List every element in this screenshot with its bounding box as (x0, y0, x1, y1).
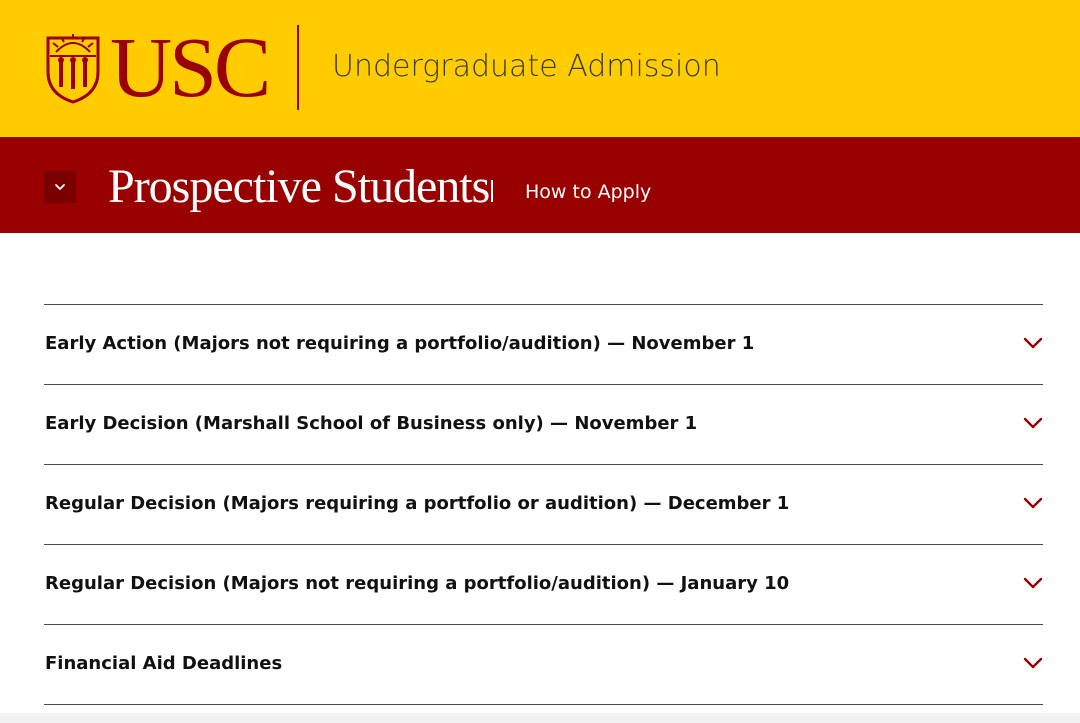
site-title[interactable]: Undergraduate Admission (332, 49, 721, 84)
accordion-item[interactable] (44, 385, 1043, 465)
header-divider (297, 25, 299, 110)
chevron-down-icon[interactable] (1023, 656, 1043, 670)
accordion-item-label: Regular Decision (Majors requiring a portfolio or audition) — December 1 (45, 493, 790, 514)
site-header (0, 0, 1080, 137)
accordion-item[interactable] (44, 625, 1043, 705)
chevron-down-icon[interactable] (1023, 496, 1043, 510)
usc-seal-icon (44, 30, 102, 104)
section-nav (0, 137, 1080, 233)
accordion-item[interactable] (44, 465, 1043, 545)
page-bottom-edge (0, 713, 1080, 723)
how-to-apply-link[interactable]: How to Apply (525, 181, 652, 203)
chevron-down-icon[interactable] (1023, 336, 1043, 350)
deadlines-accordion (44, 304, 1043, 705)
accordion-item[interactable] (44, 305, 1043, 385)
accordion-item-label: Early Action (Majors not requiring a portfolio/audition) — November 1 (45, 333, 755, 354)
nav-separator (491, 180, 493, 202)
accordion-item-label: Early Decision (Marshall School of Business only) — November 1 (45, 413, 698, 434)
usc-wordmark[interactable]: USC (110, 19, 269, 115)
accordion-item-label: Financial Aid Deadlines (45, 653, 283, 674)
menu-toggle-button[interactable] (44, 171, 76, 203)
accordion-item[interactable] (44, 545, 1043, 625)
chevron-down-icon (44, 171, 76, 203)
section-title-link[interactable]: Prospective Students (108, 160, 490, 213)
accordion-item-label: Regular Decision (Majors not requiring a portfolio/audition) — January 10 (45, 573, 790, 594)
chevron-down-icon[interactable] (1023, 576, 1043, 590)
chevron-down-icon[interactable] (1023, 416, 1043, 430)
